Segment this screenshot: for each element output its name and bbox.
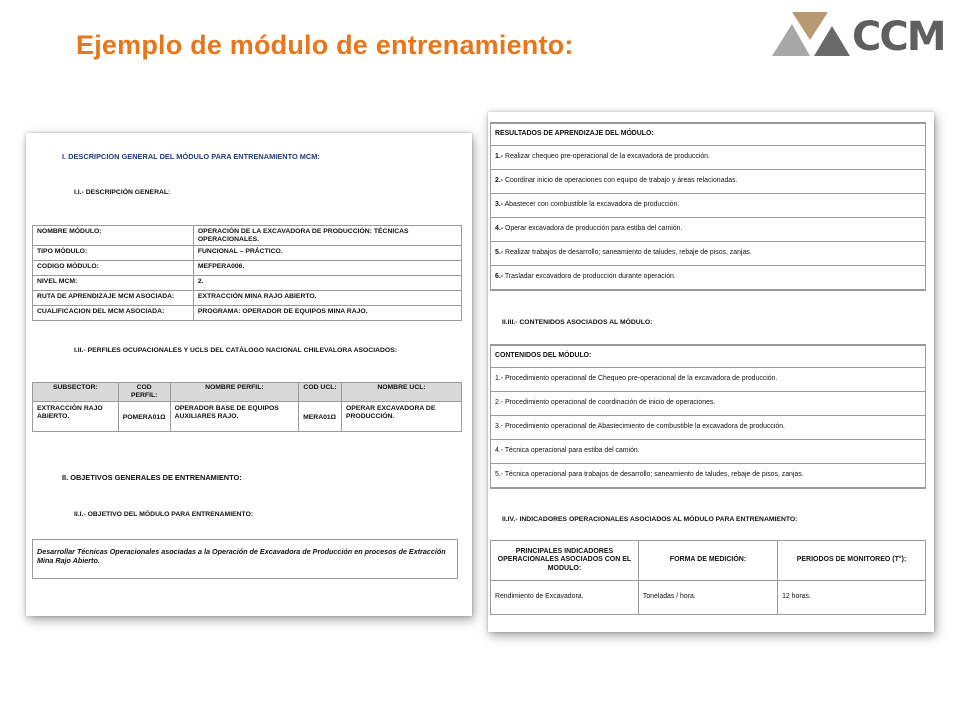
objective-box: Desarrollar Técnicas Operacionales asociadas a la Operación de Excavadora de Producción en procesos de Extracción Mina Rajo Abierto. [32, 539, 458, 579]
contents-title: CONTENIDOS DEL MÓDULO: [491, 346, 925, 368]
content-item: 5.- Técnica operacional para trabajos de desarrollo; saneamiento de taludes, rebaje de pisos, zanjas. [491, 464, 925, 488]
profiles-header-cell: COD UCL: [299, 383, 342, 402]
learning-results-table [490, 122, 926, 291]
result-text: Abastecer con combustible la excavadora de producción. [503, 201, 680, 209]
result-number: 2.- [495, 177, 504, 185]
subsection-title-objective: II.I.- OBJETIVO DEL MÓDULO PARA ENTRENAMIENTO: [74, 511, 254, 518]
results-header-row [491, 124, 925, 146]
result-number: 5.- [495, 249, 504, 257]
profiles-table [32, 382, 462, 432]
general-row-value: MEFPERA006. [193, 261, 461, 276]
list-item [491, 266, 925, 290]
profiles-cell: OPERAR EXCAVADORA DE PRODUCCIÓN. [341, 402, 461, 432]
list-item [491, 194, 925, 218]
result-item [491, 146, 925, 170]
list-item [491, 392, 925, 416]
general-row-value: OPERACIÓN DE LA EXCAVADORA DE PRODUCCIÓN: TÉCNICAS OPERACIONALES. [193, 226, 461, 246]
result-text: Operar excavadora de producción para estiba del camión. [503, 225, 683, 233]
profiles-header-cell: NOMBRE UCL: [341, 383, 461, 402]
document-page-right [488, 112, 934, 632]
indicators-header-cell: PRINCIPALES INDICADORES OPERACIONALES ASOCIADOS CON EL MODULO: [491, 541, 639, 581]
profiles-header-cell: NOMBRE PERFIL: [170, 383, 299, 402]
content-item: 2.- Procedimiento operacional de coordinación de inicio de operaciones. [491, 392, 925, 416]
results-title: RESULTADOS DE APRENDIZAJE DEL MÓDULO: [491, 124, 925, 146]
general-row-value: EXTRACCIÓN MINA RAJO ABIERTO. [193, 291, 461, 306]
list-item [491, 218, 925, 242]
result-text: Coordinar inicio de operaciones con equipo de trabajo y áreas relacionadas. [503, 177, 738, 185]
profiles-cell: MERA01Ω [299, 402, 342, 432]
document-page-left [26, 133, 472, 616]
result-number: 3.- [495, 201, 504, 209]
indicators-cell: 12 horas. [778, 581, 926, 615]
result-item [491, 242, 925, 266]
profiles-header-cell: SUBSECTOR: [33, 383, 119, 402]
content-item: 1.- Procedimiento operacional de Chequeo pre-operacional de la excavadora de producción. [491, 368, 925, 392]
section-title-objectives: II. OBJETIVOS GENERALES DE ENTRENAMIENTO: [62, 473, 242, 482]
result-text: Realizar chequeo pre-operacional de la excavadora de producción. [503, 153, 710, 161]
content-item: 3.- Procedimiento operacional de Abastecimiento de combustible la excavadora de producción. [491, 416, 925, 440]
list-item [491, 416, 925, 440]
list-item [491, 368, 925, 392]
result-number: 1.- [495, 153, 504, 161]
general-row-key: RUTA DE APRENDIZAJE MCM ASOCIADA: [33, 291, 194, 306]
list-item [491, 242, 925, 266]
list-item [491, 170, 925, 194]
list-item [491, 464, 925, 488]
general-description-table [32, 225, 462, 321]
general-row-key: CUALIFICACION DEL MCM ASOCIADA: [33, 306, 194, 321]
general-row-value: 2. [193, 276, 461, 291]
logo-triangle-right [814, 26, 850, 56]
slide-title: Ejemplo de módulo de entrenamiento: [76, 30, 574, 60]
content-item: 4.- Técnica operacional para estiba del camión. [491, 440, 925, 464]
profiles-header-cell: COD PERFIL: [118, 383, 170, 402]
profiles-cell: POMERA01Ω [118, 402, 170, 432]
result-text: Trasladar excavadora de producción durante operación. [503, 273, 676, 281]
general-row-key: CODIGO MÓDULO: [33, 261, 194, 276]
indicators-table [490, 540, 926, 615]
result-item [491, 266, 925, 290]
general-row-value: PROGRAMA: OPERADOR DE EQUIPOS MINA RAJO. [193, 306, 461, 321]
general-row-key: TIPO MÓDULO: [33, 246, 194, 261]
subsection-title-general: I.I.- DESCRIPCIÓN GENERAL: [74, 189, 171, 196]
indicators-cell: Rendimiento de Excavadora. [491, 581, 639, 615]
result-item [491, 170, 925, 194]
list-item [491, 146, 925, 170]
result-item [491, 218, 925, 242]
indicators-header-cell: PERIODOS DE MONITOREO (T°): [778, 541, 926, 581]
general-row-key: NIVEL MCM: [33, 276, 194, 291]
result-number: 6.- [495, 273, 504, 281]
general-row [33, 261, 462, 276]
subsection-title-profiles: I.II.- PERFILES OCUPACIONALES Y UCLS DEL CATÁLOGO NACIONAL CHILEVALORA ASOCIADOS: [74, 347, 397, 354]
result-text: Realizar trabajos de desarrollo; saneamiento de taludes, rebaje de pisos, zanjas. [503, 249, 752, 257]
contents-header-row [491, 346, 925, 368]
indicators-cell: Toneladas / hora. [638, 581, 777, 615]
general-row [33, 306, 462, 321]
general-row-value: FUNCIONAL – PRÁCTICO. [193, 246, 461, 261]
list-item [491, 440, 925, 464]
general-row [33, 291, 462, 306]
indicators-header-cell: FORMA DE MEDICIÓN: [638, 541, 777, 581]
profiles-cell: EXTRACCIÓN RAJO ABIERTO. [33, 402, 119, 432]
logo-text: CCM [852, 14, 945, 60]
general-row-key: NOMBRE MÓDULO: [33, 226, 194, 246]
general-row [33, 276, 462, 291]
profiles-cell: OPERADOR BASE DE EQUIPOS AUXILIARES RAJO. [170, 402, 299, 432]
module-contents-table [490, 344, 926, 489]
general-row [33, 246, 462, 261]
result-number: 4.- [495, 225, 504, 233]
subsection-title-indicators: II.IV.- INDICADORES OPERACIONALES ASOCIADOS AL MÓDULO PARA ENTRENAMIENTO: [502, 516, 798, 523]
subsection-title-contents: II.III.- CONTENIDOS ASOCIADOS AL MÓDULO: [502, 319, 653, 326]
section-title-description: I. DESCRIPCION GENERAL DEL MÓDULO PARA ENTRENAMIENTO MCM: [62, 152, 320, 161]
result-item [491, 194, 925, 218]
general-row [33, 226, 462, 246]
